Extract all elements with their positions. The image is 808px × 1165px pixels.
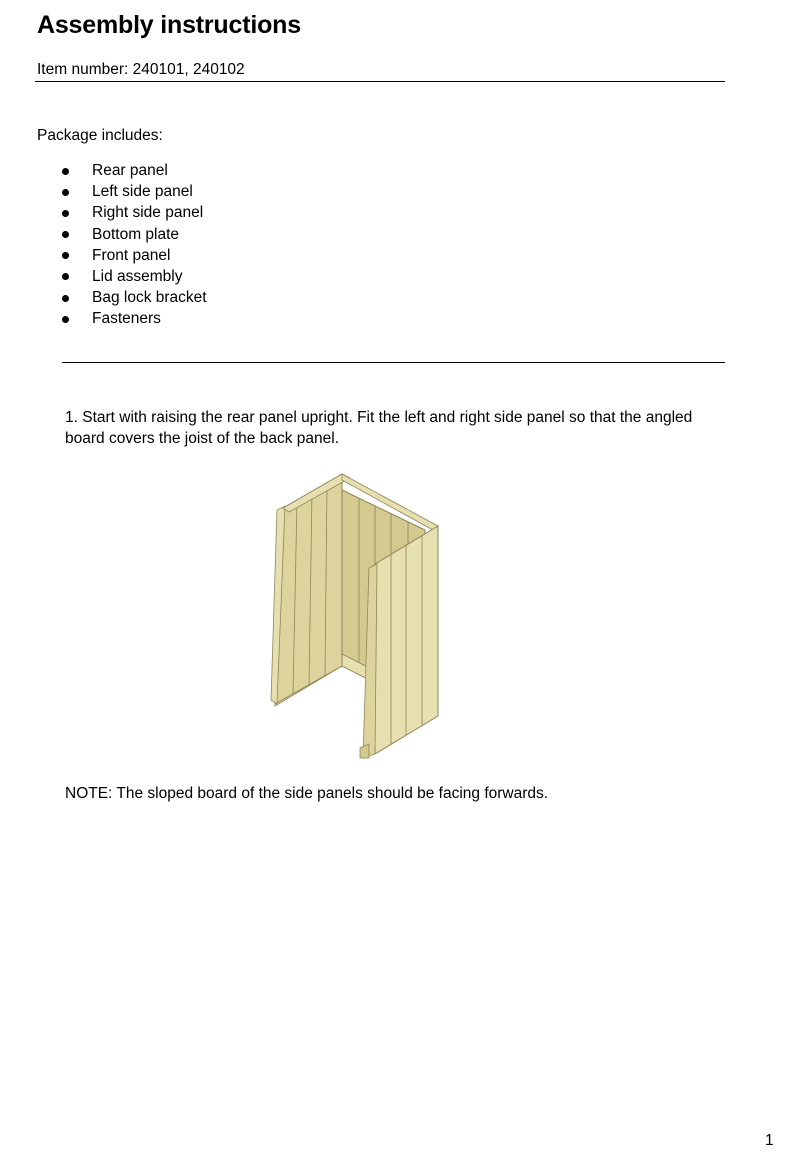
bullet-icon xyxy=(62,189,69,196)
part-label: Right side panel xyxy=(92,204,204,222)
assembly-illustration xyxy=(265,468,450,763)
part-label: Bottom plate xyxy=(92,225,180,243)
part-label: Left side panel xyxy=(92,183,193,201)
part-label: Rear panel xyxy=(92,162,168,179)
parts-list xyxy=(62,160,207,330)
list-item xyxy=(62,245,207,266)
list-item xyxy=(62,308,207,329)
list-item xyxy=(62,202,207,223)
package-includes-label: Package includes: xyxy=(37,127,163,144)
bullet-icon xyxy=(62,316,69,323)
list-item xyxy=(62,266,207,287)
bullet-icon xyxy=(62,252,69,259)
item-number: Item number: 240101, 240102 xyxy=(37,61,245,78)
list-item xyxy=(62,224,207,245)
bullet-icon xyxy=(62,210,69,217)
page-title: Assembly instructions xyxy=(37,11,301,39)
list-item xyxy=(62,181,207,202)
part-label: Lid assembly xyxy=(92,267,183,285)
page-number: 1 xyxy=(765,1132,774,1149)
section-divider xyxy=(62,362,725,363)
bullet-icon xyxy=(62,168,69,175)
bullet-icon xyxy=(62,273,69,280)
step-1-instruction: 1. Start with raising the rear panel upright. Fit the left and right side panel so that the angled board covers the joist of the back panel. xyxy=(65,409,693,447)
note-text: NOTE: The sloped board of the side panels should be facing forwards. xyxy=(65,785,549,802)
title-divider xyxy=(35,81,725,82)
bullet-icon xyxy=(62,231,69,238)
bullet-icon xyxy=(62,295,69,302)
part-label: Bag lock bracket xyxy=(92,289,207,307)
part-label: Front panel xyxy=(92,246,171,264)
list-item xyxy=(62,287,207,308)
part-label: Fasteners xyxy=(92,310,161,328)
list-item xyxy=(62,160,207,181)
